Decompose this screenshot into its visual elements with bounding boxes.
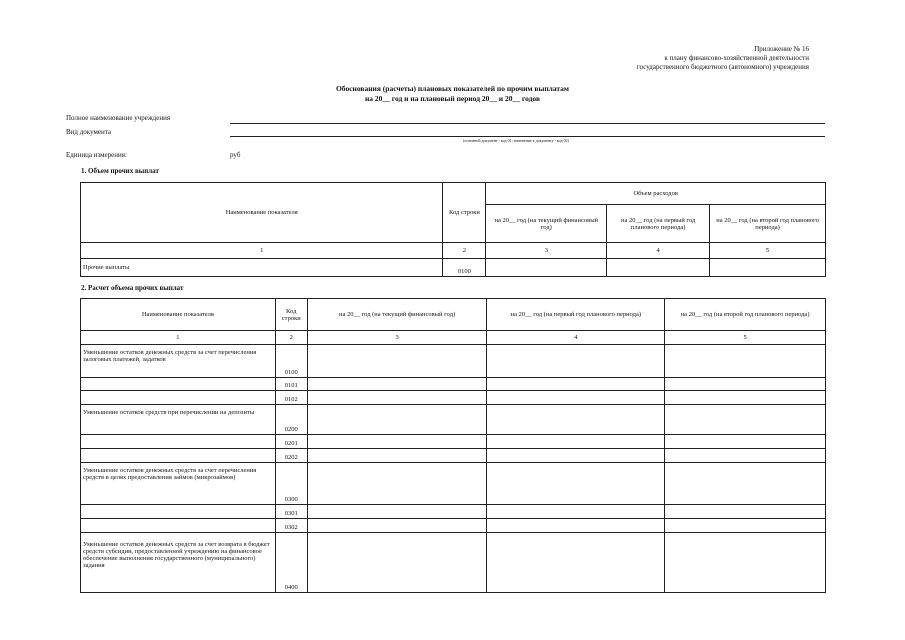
s2-row-code: 0101	[275, 378, 307, 391]
s2-row-label	[81, 449, 276, 463]
doc-type-label: Вид документа	[66, 128, 112, 136]
section2-table	[80, 298, 826, 593]
s2-header-name: Наименование показателя	[81, 299, 276, 331]
s2-cell[interactable]	[665, 519, 826, 533]
s1-num-5: 5	[710, 243, 826, 259]
s2-cell[interactable]	[665, 405, 826, 435]
s1-header-group: Объем расходов	[486, 183, 826, 205]
s1-header-name: Наименование показателя	[81, 183, 443, 243]
appendix-line1: Приложение № 16	[754, 45, 809, 53]
s2-row-code: 0302	[275, 519, 307, 533]
s2-cell[interactable]	[307, 405, 487, 435]
s2-cell[interactable]	[307, 463, 487, 505]
s2-header-col5: на 20__ год (на второй год планового периода)	[665, 299, 826, 331]
s2-row-label	[81, 505, 276, 519]
s2-cell[interactable]	[487, 345, 665, 378]
s2-row-code: 0301	[275, 505, 307, 519]
s2-header-col4: на 20__ год (на первый год планового периода)	[487, 299, 665, 331]
s1-num-4: 4	[607, 243, 710, 259]
s2-num-4: 4	[487, 331, 665, 345]
s2-row-code: 0201	[275, 435, 307, 449]
s2-cell[interactable]	[665, 435, 826, 449]
s2-row-label	[81, 435, 276, 449]
s2-row-label: Уменьшение остатков денежных средств за счет перечисления залоговых платежей, задатков	[81, 345, 276, 378]
s1-row-code: 0100	[443, 259, 486, 277]
s2-row-label: Уменьшение остатков средств при перечислении на депозиты	[81, 405, 276, 435]
s1-header-col3: на 20__ год (на текущий финансовый год)	[486, 205, 607, 243]
appendix-line2: к плану финансово-хозяйственной деятельности	[664, 54, 809, 62]
title-line1: Обоснования (расчеты) плановых показателей по прочим выплатам	[335, 84, 570, 93]
s2-cell[interactable]	[665, 449, 826, 463]
s2-cell[interactable]	[487, 435, 665, 449]
s2-cell[interactable]	[487, 519, 665, 533]
appendix-line3: государственного бюджетного (автономного) учреждения	[636, 63, 809, 71]
s2-cell[interactable]	[307, 533, 487, 593]
s2-cell[interactable]	[665, 533, 826, 593]
s2-num-3: 3	[307, 331, 487, 345]
s2-cell[interactable]	[665, 505, 826, 519]
institution-field[interactable]	[230, 123, 825, 124]
doc-type-hint: (основной документ - код 01; изменение к документу - код 02)	[463, 138, 569, 143]
s2-num-5: 5	[665, 331, 826, 345]
s2-row-code: 0300	[275, 463, 307, 505]
s2-cell[interactable]	[487, 533, 665, 593]
s2-cell[interactable]	[307, 391, 487, 405]
s2-cell[interactable]	[487, 449, 665, 463]
section1-table	[80, 182, 826, 277]
unit-label: Единица измерения:	[66, 151, 127, 159]
s2-row-label	[81, 391, 276, 405]
s2-cell[interactable]	[307, 449, 487, 463]
s2-num-1: 1	[81, 331, 276, 345]
s2-cell[interactable]	[487, 405, 665, 435]
s2-cell[interactable]	[307, 378, 487, 391]
s2-cell[interactable]	[487, 505, 665, 519]
s1-cell-4[interactable]	[607, 259, 710, 277]
s2-row-code: 0400	[275, 533, 307, 593]
section1-title: 1. Объем прочих выплат	[81, 167, 159, 175]
s1-num-2: 2	[443, 243, 486, 259]
s2-header-col3: на 20__ год (на текущий финансовый год)	[307, 299, 487, 331]
s2-num-2: 2	[275, 331, 307, 345]
s2-cell[interactable]	[487, 463, 665, 505]
appendix-note	[637, 45, 809, 72]
s2-row-code: 0102	[275, 391, 307, 405]
s1-header-code: Код строки	[443, 183, 486, 243]
unit-value: руб	[230, 151, 241, 159]
page-title	[0, 84, 905, 104]
s2-cell[interactable]	[665, 463, 826, 505]
s2-row-label: Уменьшение остатков денежных средств за счет возврата в бюджет средств субсидии, предоставленной учреждению на финансовое обеспечение выполнения государственного (муниципального) задания	[81, 533, 276, 593]
doc-type-field[interactable]	[230, 136, 825, 137]
s1-num-1: 1	[81, 243, 443, 259]
s1-header-col5: на 20__ год (на второй год планового периода)	[710, 205, 826, 243]
s2-cell[interactable]	[307, 435, 487, 449]
s1-header-col4: на 20__ год (на первый год планового периода)	[607, 205, 710, 243]
s2-row-label: Уменьшение остатков денежных средств за счет перечисления средств в целях предоставления займов (микрозаймов)	[81, 463, 276, 505]
s2-cell[interactable]	[487, 378, 665, 391]
s2-row-code: 0200	[275, 405, 307, 435]
s2-cell[interactable]	[665, 345, 826, 378]
title-line2: на 20__ год и на плановый период 20__ и 20__ годов	[364, 94, 541, 103]
s1-cell-5[interactable]	[710, 259, 826, 277]
s2-cell[interactable]	[307, 345, 487, 378]
section2-title: 2. Расчет объема прочих выплат	[81, 284, 184, 292]
s1-cell-3[interactable]	[486, 259, 607, 277]
s2-header-code: Код строки	[275, 299, 307, 331]
s2-cell[interactable]	[307, 505, 487, 519]
s2-cell[interactable]	[665, 378, 826, 391]
s2-cell[interactable]	[665, 391, 826, 405]
institution-label: Полное наименование учреждения	[66, 114, 171, 122]
s2-row-label	[81, 519, 276, 533]
s2-cell[interactable]	[307, 519, 487, 533]
s2-row-label	[81, 378, 276, 391]
s1-num-3: 3	[486, 243, 607, 259]
s2-row-code: 0202	[275, 449, 307, 463]
s2-row-code: 0100	[275, 345, 307, 378]
s2-cell[interactable]	[487, 391, 665, 405]
s1-row-label: Прочие выплаты	[81, 259, 443, 277]
